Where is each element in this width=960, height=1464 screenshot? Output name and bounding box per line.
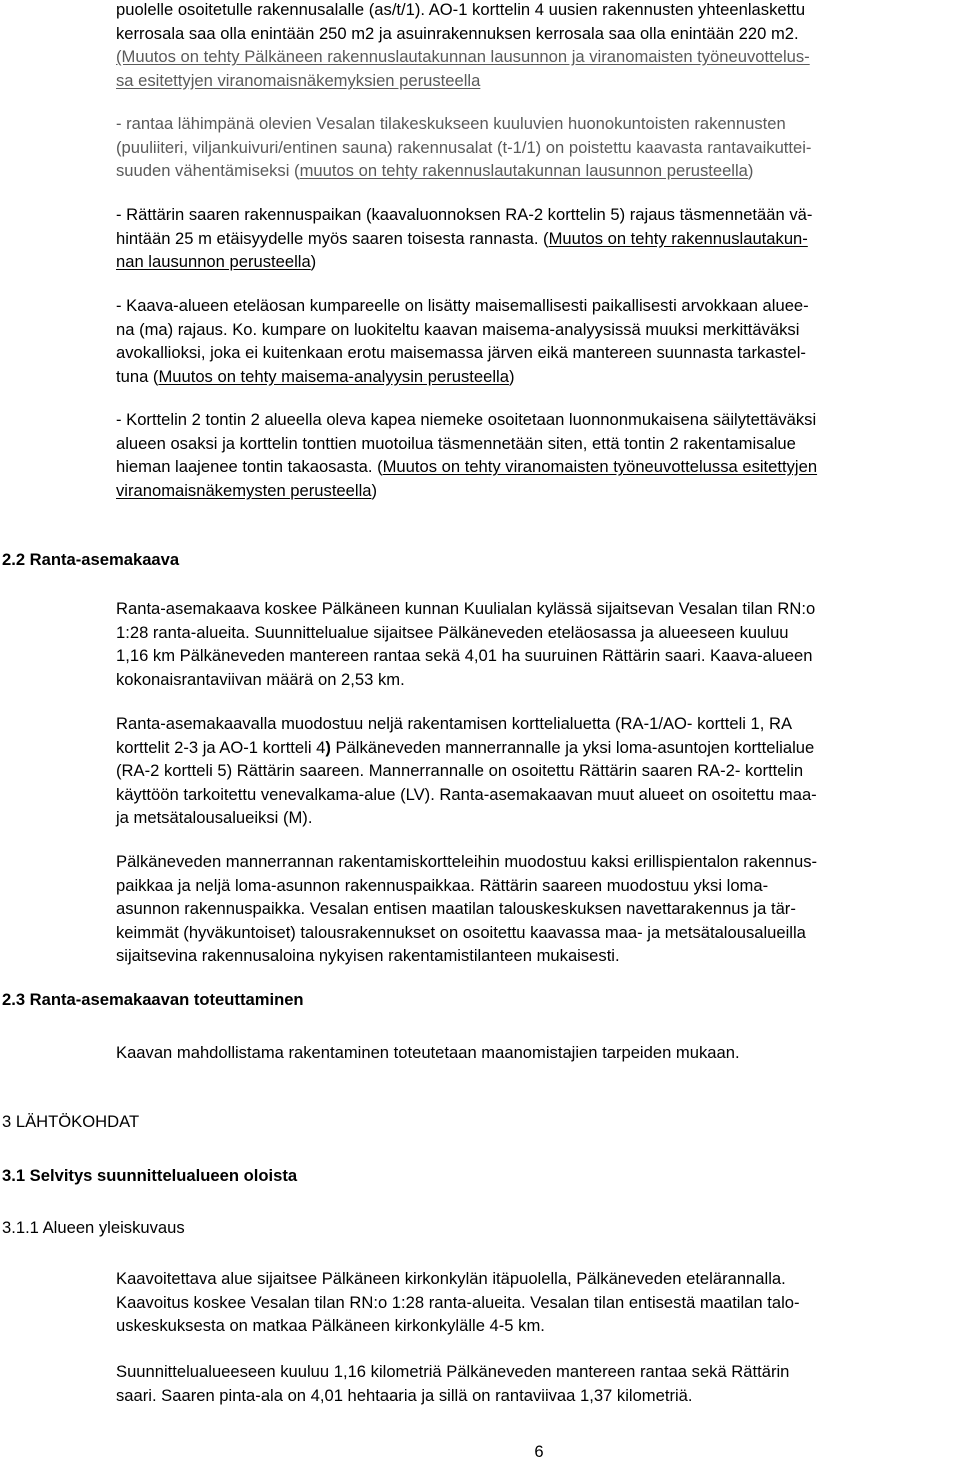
section-2-3-paragraph	[116, 1041, 952, 1065]
section-heading-2-3: 2.3 Ranta-asemakaavan toteuttaminen	[2, 990, 304, 1009]
paragraph-line: (RA-2 kortteli 5) Rättärin saareen. Mannerrannalle on osoitettu Rättärin saaren RA-2- korttelin	[116, 761, 804, 780]
text-run: tuna (	[116, 366, 159, 386]
change-item-1	[116, 112, 952, 183]
change-note-link: nan lausunnon perusteella	[116, 252, 311, 271]
text-run: Pälkäneveden mannerrannalle ja yksi loma-asuntojen korttelialue	[330, 737, 815, 757]
change-item-line: - Korttelin 2 tontin 2 alueella oleva kapea niemeke osoitetaan luonnonmukaisena säilytettäväksi	[116, 410, 817, 429]
intro-line	[116, 69, 952, 93]
change-note-link: Muutos on tehty maisema-analyysin perusteella	[158, 366, 509, 386]
paragraph-line: 1:28 ranta-alueita. Suunnittelualue sijaitsee Pälkäneveden eteläosassa ja alueeseen kuuluu	[116, 622, 789, 642]
change-item-line	[116, 455, 952, 479]
text-run: hieman laajenee tontin takaosasta. (	[116, 457, 383, 476]
paragraph-line: Ranta-asemakaavalla muodostuu neljä rakentamisen korttelialuetta (RA-1/AO- kortteli 1, RA	[116, 714, 793, 733]
text-run: )	[371, 480, 378, 500]
text-run: )	[508, 366, 515, 386]
paragraph-line: uskeskuksesta on matkaa Pälkäneen kirkonkylälle 4-5 km.	[116, 1316, 545, 1335]
section-2-2-paragraph-3	[116, 850, 952, 968]
change-item-line: - rantaa lähimpänä olevien Vesalan tilakeskukseen kuuluvien huonokuntoisten rakennusten	[116, 114, 786, 133]
paragraph-line: sijaitsevina rakennusaloina nykyisen rakentamistilanteen mukaisesti.	[116, 946, 620, 965]
text-run: suuden vähentämiseksi (	[116, 161, 300, 180]
intro-line: puolelle osoitetulle rakennusalalle (as/t/1). AO-1 korttelin 4 uusien rakennusten yhteenlaskettu	[116, 0, 806, 19]
change-item-line: alueen osaksi ja korttelin tonttien muotoilua täsmennetään siten, että tontin 2 rakentamisalue	[116, 433, 796, 453]
change-item-4	[116, 408, 952, 502]
change-item-3	[116, 294, 952, 388]
paragraph-line: Ranta-asemakaava koskee Pälkäneen kunnan Kuulialan kylässä sijaitsevan Vesalan tilan RN:o	[116, 599, 816, 618]
change-note-link: sa esitettyjen viranomaisnäkemyksien perusteella	[116, 70, 481, 90]
change-note-link: Muutos on tehty viranomaisten työneuvottelussa esitettyjen	[382, 457, 818, 476]
change-item-2	[116, 203, 952, 274]
paragraph-line: Kaavoitettava alue sijaitsee Pälkäneen kirkonkylän itäpuolella, Pälkäneveden etelärannalla.	[116, 1269, 786, 1288]
intro-line	[116, 45, 952, 69]
section-heading-2-2: 2.2 Ranta-asemakaava	[2, 550, 180, 569]
paragraph-line: keimmät (hyväkuntoiset) talousrakennukset on osoitettu kaavassa maa- ja metsätalousalueilla	[116, 922, 806, 942]
intro-paragraph	[116, 0, 952, 92]
section-3-1-1-paragraph-1	[116, 1267, 952, 1338]
paragraph-line: Suunnittelualueeseen kuuluu 1,16 kilometriä Pälkäneveden mantereen rantaa sekä Rättärin	[116, 1362, 790, 1381]
change-item-line	[116, 250, 952, 274]
text-run: )	[325, 737, 331, 757]
paragraph-line	[116, 736, 952, 760]
paragraph-line: Kaavoitus koskee Vesalan tilan RN:o 1:28 ranta-alueita. Vesalan tilan entisestä maatilan talo-	[116, 1292, 800, 1312]
paragraph-line: Pälkäneveden mannerrannan rakentamiskortteleihin muodostuu kaksi erillispientalon rakennus-	[116, 852, 818, 871]
change-item-line: avokallioksi, joka ei kuitenkaan erotu maisemassa järven eikä mantereen suunnasta tarkastel-	[116, 343, 806, 362]
change-note-link: (Muutos on tehty Pälkäneen rakennuslautakunnan lausunnon ja viranomaisten työneuvottelus-	[116, 47, 810, 66]
paragraph-line: saari. Saaren pinta-ala on 4,01 hehtaaria ja sillä on rantaviivaa 1,37 kilometriä.	[116, 1385, 693, 1405]
section-heading-3: 3 LÄHTÖKOHDAT	[2, 1112, 140, 1131]
change-note-link: viranomaisnäkemysten perusteella	[116, 480, 372, 500]
intro-line: kerrosala saa olla enintään 250 m2 ja asuinrakennuksen kerrosala saa olla enintään 220 m2.	[116, 23, 799, 43]
text-run: hintään 25 m etäisyydelle myös saaren toisesta rannasta. (	[116, 228, 549, 248]
section-heading-3-1: 3.1 Selvitys suunnittelualueen oloista	[2, 1166, 298, 1185]
change-item-line	[116, 365, 952, 389]
paragraph-line: paikkaa ja neljä loma-asunnon rakennuspaikkaa. Rättärin saareen muodostuu yksi loma-	[116, 875, 769, 895]
section-heading-3-1-1: 3.1.1 Alueen yleiskuvaus	[2, 1218, 185, 1237]
page-number: 6	[534, 1442, 544, 1461]
change-item-line	[116, 479, 952, 503]
change-item-line: na (ma) rajaus. Ko. kumpare on luokiteltu kaavan maisema-analyysissä muuksi merkittäväksi	[116, 319, 800, 339]
section-2-2-paragraph-1	[116, 597, 952, 691]
change-item-line: (puuliiteri, viljankuivuri/entinen sauna) rakennusalat (t-1/1) on poistettu kaavasta rantavaikuttei-	[116, 137, 812, 157]
paragraph-line: ja metsätalousalueiksi (M).	[116, 808, 313, 827]
paragraph-line: käyttöön tarkoitettu venevalkama-alue (LV). Ranta-asemakaavan muut alueet on osoitettu maa-	[116, 784, 817, 804]
change-item-line: - Kaava-alueen eteläosan kumpareelle on lisätty maisemallisesti paikallisesti arvokkaan aluee-	[116, 296, 809, 315]
text-run: )	[747, 161, 754, 180]
paragraph-line: kokonaisrantaviivan määrä on 2,53 km.	[116, 669, 405, 689]
paragraph-line: Kaavan mahdollistama rakentaminen toteutetaan maanomistajien tarpeiden mukaan.	[116, 1043, 740, 1062]
paragraph-line: asunnon rakennuspaikka. Vesalan entisen maatilan talouskeskuksen navettarakennus ja tär-	[116, 899, 796, 918]
section-2-2-paragraph-2	[116, 712, 952, 830]
change-item-line	[116, 227, 952, 251]
section-3-1-1-paragraph-2	[116, 1360, 952, 1407]
change-note-link: muutos on tehty rakennuslautakunnan lausunnon perusteella	[299, 161, 748, 180]
text-run: korttelit 2-3 ja AO-1 kortteli 4	[116, 737, 326, 757]
paragraph-line: 1,16 km Pälkäneveden mantereen rantaa sekä 4,01 ha suuruinen Rättärin saari. Kaava-alueen	[116, 646, 813, 665]
change-note-link: Muutos on tehty rakennuslautakun-	[548, 228, 808, 248]
text-run: )	[310, 252, 317, 271]
change-item-line	[116, 159, 952, 183]
change-item-line: - Rättärin saaren rakennuspaikan (kaavaluonnoksen RA-2 korttelin 5) rajaus täsmennetään vä-	[116, 205, 813, 224]
